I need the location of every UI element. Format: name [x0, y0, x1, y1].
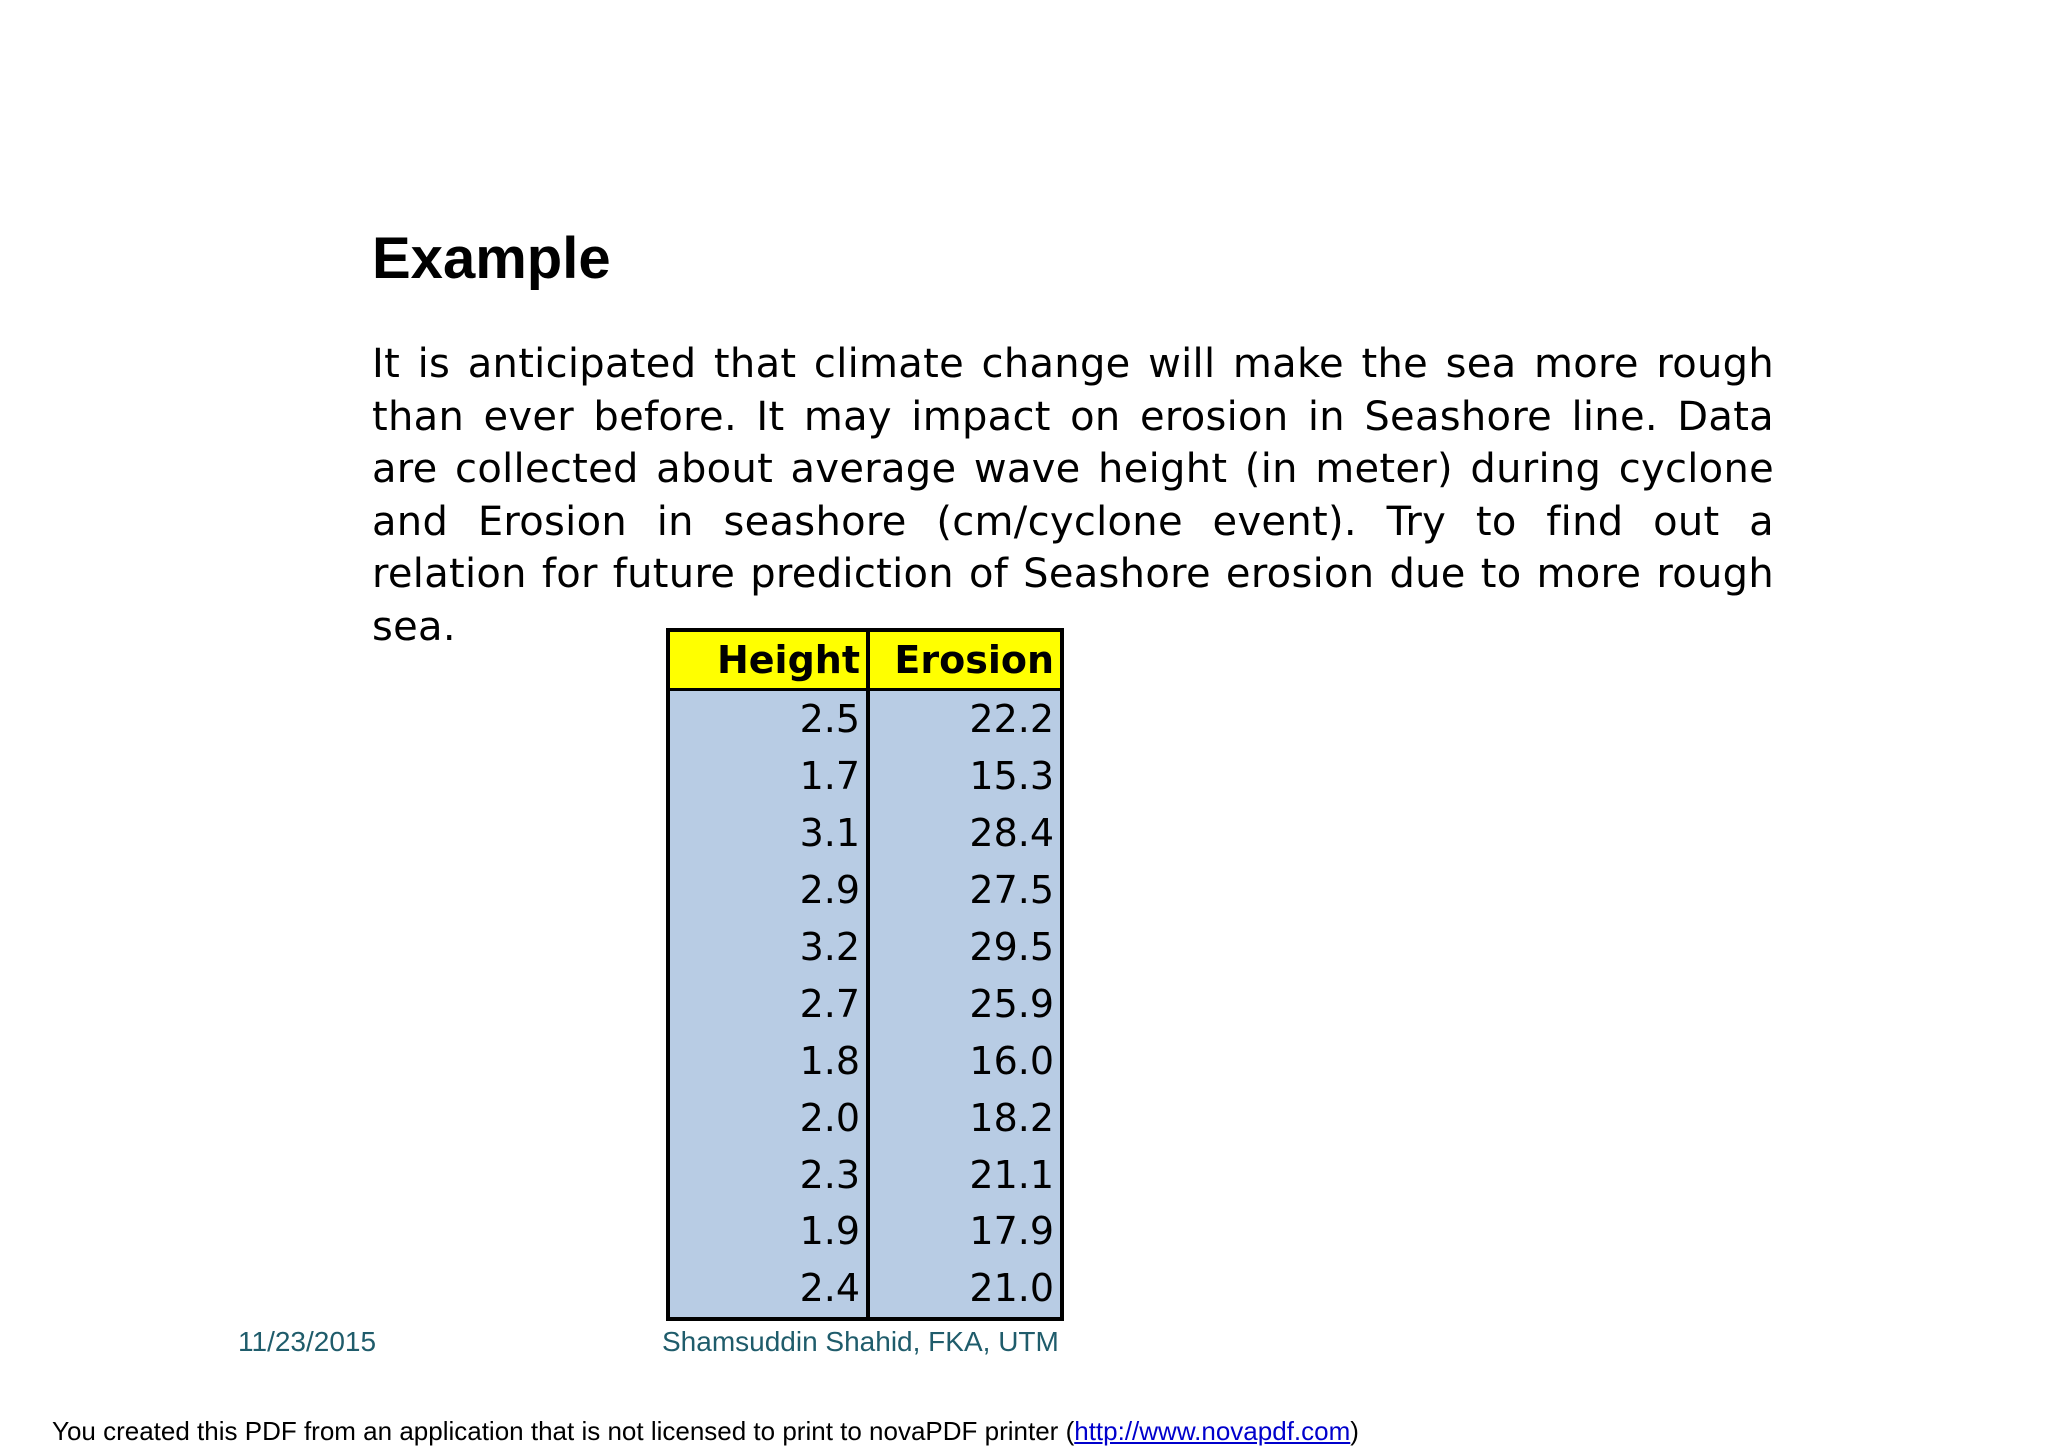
- table-row: [668, 1146, 1062, 1203]
- height-cell: 2.5: [668, 690, 868, 748]
- height-cell: 2.3: [668, 1146, 868, 1203]
- novapdf-watermark: [52, 1416, 1359, 1446]
- erosion-cell: 27.5: [868, 862, 1062, 919]
- height-cell: 2.7: [668, 975, 868, 1032]
- header-erosion: Erosion: [868, 630, 1062, 690]
- watermark-suffix: ): [1350, 1416, 1359, 1446]
- table-row: [668, 690, 1062, 748]
- table-row: [668, 1203, 1062, 1260]
- erosion-cell: 16.0: [868, 1032, 1062, 1089]
- height-cell: 3.2: [668, 919, 868, 976]
- table-header-row: [668, 630, 1062, 690]
- height-cell: 2.9: [668, 862, 868, 919]
- height-cell: 3.1: [668, 805, 868, 862]
- footer-author: Shamsuddin Shahid, FKA, UTM: [662, 1326, 1059, 1357]
- footer-date: 11/23/2015: [238, 1326, 377, 1357]
- erosion-cell: 28.4: [868, 805, 1062, 862]
- table-row: [668, 1260, 1062, 1319]
- erosion-cell: 25.9: [868, 975, 1062, 1032]
- table-row: [668, 805, 1062, 862]
- problem-description: It is anticipated that climate change will make the sea more rough than ever before. It may impact on erosion in Seashore line. Data are collected about average wave height (in meter) during cyclone and Erosion in seashore (cm/cyclone event). Try to find out a relation for future prediction of Seashore erosion due to more rough sea.: [372, 341, 1774, 650]
- slide-title: Example: [372, 226, 611, 291]
- table-row: [668, 1032, 1062, 1089]
- height-cell: 1.8: [668, 1032, 868, 1089]
- erosion-cell: 18.2: [868, 1089, 1062, 1146]
- novapdf-link[interactable]: http://www.novapdf.com: [1074, 1416, 1351, 1446]
- table-row: [668, 975, 1062, 1032]
- height-cell: 2.4: [668, 1260, 868, 1319]
- erosion-cell: 21.0: [868, 1260, 1062, 1319]
- table-row: [668, 862, 1062, 919]
- table-row: [668, 1089, 1062, 1146]
- erosion-cell: 29.5: [868, 919, 1062, 976]
- height-cell: 2.0: [668, 1089, 868, 1146]
- erosion-cell: 17.9: [868, 1203, 1062, 1260]
- header-height: Height: [668, 630, 868, 690]
- watermark-prefix: You created this PDF from an application that is not licensed to print to novaPDF printer (: [52, 1416, 1075, 1446]
- height-cell: 1.7: [668, 748, 868, 805]
- erosion-cell: 21.1: [868, 1146, 1062, 1203]
- erosion-cell: 22.2: [868, 690, 1062, 748]
- erosion-cell: 15.3: [868, 748, 1062, 805]
- height-cell: 1.9: [668, 1203, 868, 1260]
- table-row: [668, 748, 1062, 805]
- height-erosion-table: [666, 628, 1064, 1321]
- table-row: [668, 919, 1062, 976]
